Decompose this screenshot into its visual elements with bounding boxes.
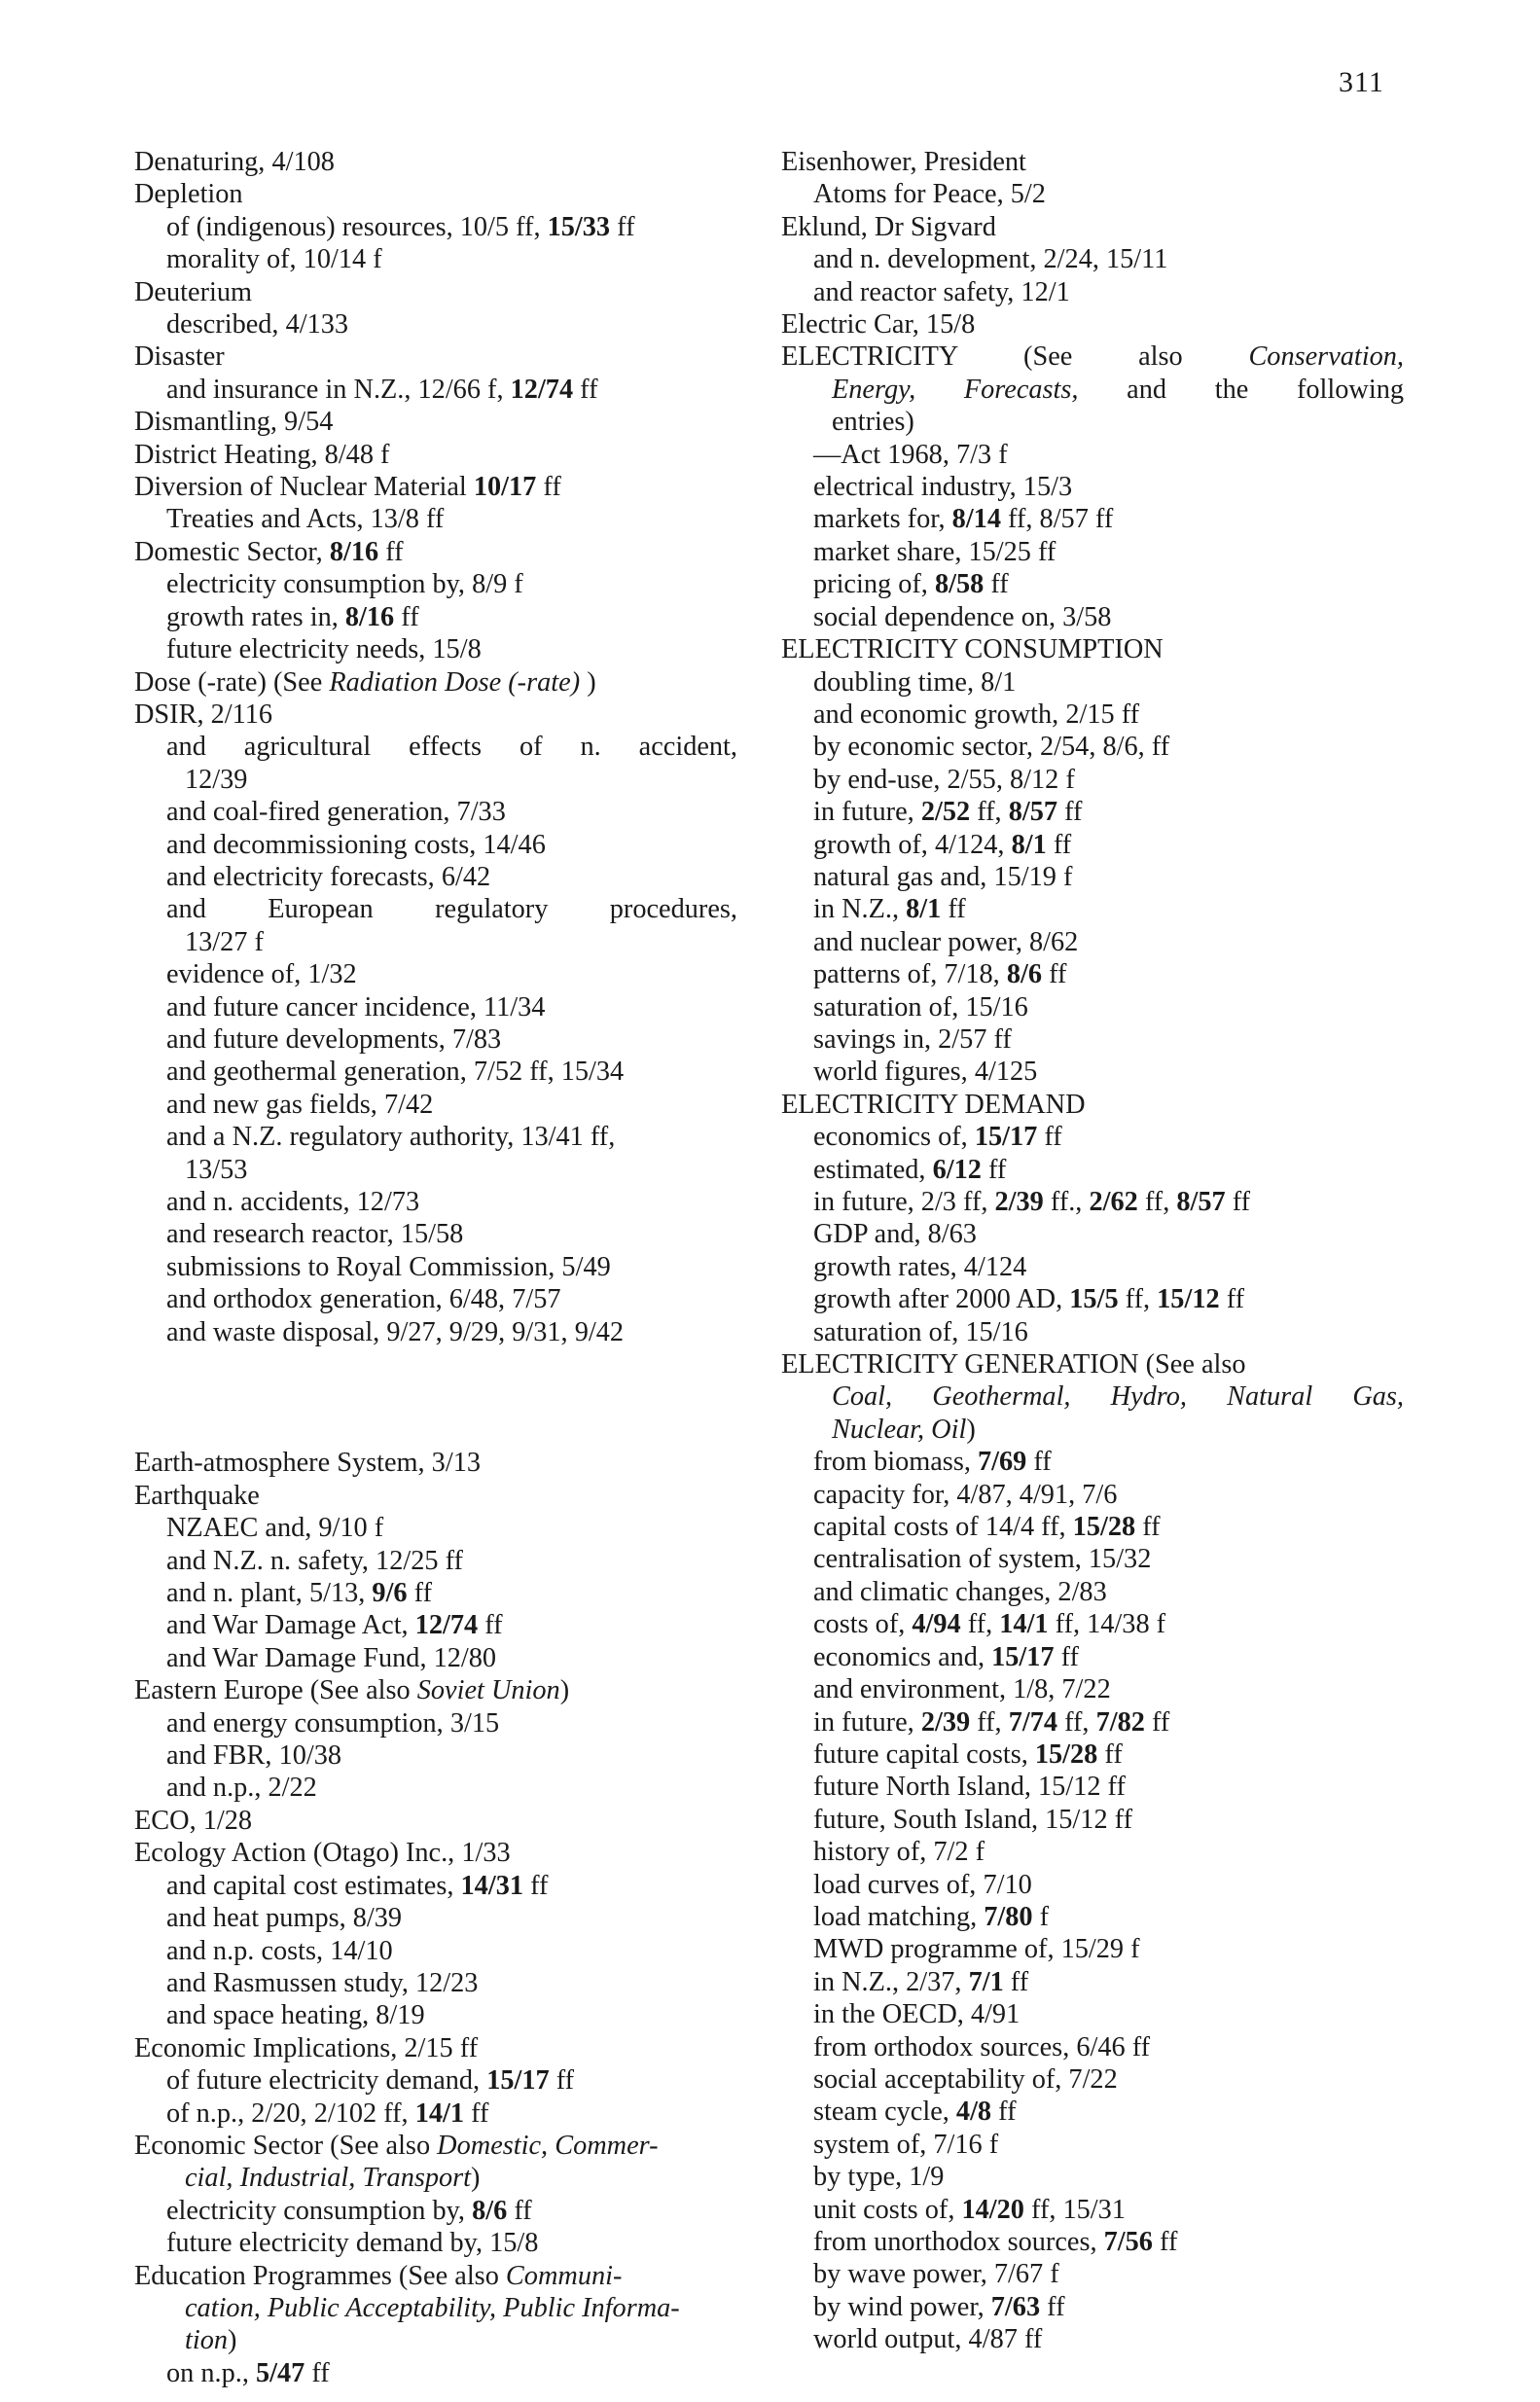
index-subentry: electricity consumption by, 8/9 f (166, 569, 523, 600)
index-heading: Economic Sector (See also Domestic, Commer- (134, 2130, 659, 2161)
index-subentry: Treaties and Acts, 13/8 ff (166, 504, 445, 535)
index-subentry: from biomass, 7/69 ff (813, 1447, 1052, 1478)
index-subentry: and energy consumption, 3/15 (166, 1707, 500, 1739)
index-subentry: future, South Island, 15/12 ff (813, 1804, 1132, 1835)
index-subentry: future North Island, 15/12 ff (813, 1772, 1126, 1803)
index-subentry: savings in, 2/57 ff (813, 1023, 1012, 1055)
index-heading: ELECTRICITY GENERATION (See also (781, 1349, 1246, 1380)
index-subentry: and geothermal generation, 7/52 ff, 15/34 (166, 1057, 625, 1088)
index-subentry: unit costs of, 14/20 ff, 15/31 (813, 2194, 1126, 2225)
index-subentry: and space heating, 8/19 (166, 2000, 425, 2031)
index-heading: Earth-atmosphere System, 3/13 (134, 1448, 481, 1479)
index-heading: Disaster (134, 341, 225, 373)
index-subentry: and capital cost estimates, 14/31 ff (166, 1870, 549, 1901)
index-subentry: growth of, 4/124, 8/1 ff (813, 829, 1072, 860)
index-heading: Depletion (134, 179, 243, 210)
index-subentry: Atoms for Peace, 5/2 (813, 179, 1046, 210)
index-subentry: and agricultural effects of n. accident, (166, 732, 737, 763)
index-subentry: of future electricity demand, 15/17 ff (166, 2065, 575, 2097)
index-subentry: growth after 2000 AD, 15/5 ff, 15/12 ff (813, 1284, 1245, 1315)
index-subentry: and War Damage Fund, 12/80 (166, 1642, 497, 1673)
index-subentry: history of, 7/2 f (813, 1837, 985, 1868)
index-subentry: capital costs of 14/4 ff, 15/28 ff (813, 1512, 1161, 1543)
index-subentry: economics and, 15/17 ff (813, 1641, 1079, 1672)
index-subentry: cial, Industrial, Transport) (185, 2163, 481, 2194)
index-heading: Domestic Sector, 8/16 ff (134, 536, 404, 567)
index-subentry: growth rates, 4/124 (813, 1251, 1027, 1282)
index-heading: Earthquake (134, 1480, 260, 1511)
index-subentry: saturation of, 15/16 (813, 1316, 1028, 1347)
index-subentry: and future developments, 7/83 (166, 1023, 502, 1055)
index-subentry: and nuclear power, 8/62 (813, 926, 1079, 957)
index-subentry: estimated, 6/12 ff (813, 1154, 1007, 1185)
index-subentry: from unorthodox sources, 7/56 ff (813, 2227, 1178, 2257)
index-heading: Dismantling, 9/54 (134, 407, 334, 438)
index-subentry: saturation of, 15/16 (813, 991, 1028, 1022)
index-subentry: future electricity needs, 15/8 (166, 634, 482, 665)
index-subentry: social dependence on, 3/58 (813, 601, 1112, 632)
index-subentry: 13/53 (185, 1154, 248, 1185)
index-heading: Eklund, Dr Sigvard (781, 211, 996, 242)
index-subentry: economics of, 15/17 ff (813, 1122, 1062, 1153)
index-subentry: pricing of, 8/58 ff (813, 569, 1009, 600)
index-subentry: and n.p., 2/22 (166, 1773, 317, 1804)
index-subentry: in N.Z., 2/37, 7/1 ff (813, 1966, 1029, 1997)
index-subentry: and research reactor, 15/58 (166, 1219, 464, 1250)
index-subentry: load curves of, 7/10 (813, 1869, 1032, 1900)
index-subentry: and orthodox generation, 6/48, 7/57 (166, 1284, 561, 1315)
index-subentry: by type, 1/9 (813, 2162, 945, 2193)
page-number: 311 (1339, 66, 1384, 98)
index-subentry: and n. plant, 5/13, 9/6 ff (166, 1578, 433, 1609)
index-subentry: capacity for, 4/87, 4/91, 7/6 (813, 1479, 1118, 1510)
index-subentry: tion) (185, 2325, 237, 2356)
index-subentry: by wave power, 7/67 f (813, 2259, 1059, 2290)
index-column-right (781, 146, 1404, 2356)
index-subentry: described, 4/133 (166, 309, 349, 341)
index-heading: Denaturing, 4/108 (134, 147, 335, 177)
spacer (134, 1348, 737, 1415)
index-subentry: and new gas fields, 7/42 (166, 1089, 434, 1120)
index-subentry: centralisation of system, 15/32 (813, 1544, 1152, 1575)
index-heading: Electric Car, 15/8 (781, 309, 976, 341)
index-subentry: and waste disposal, 9/27, 9/29, 9/31, 9/42 (166, 1316, 625, 1347)
index-subentry: future electricity demand by, 15/8 (166, 2228, 539, 2259)
index-heading: ELECTRICITY DEMAND (781, 1089, 1086, 1120)
index-heading: DSIR, 2/116 (134, 699, 273, 730)
index-subentry: Nuclear, Oil) (832, 1414, 976, 1445)
index-subentry: MWD programme of, 15/29 f (813, 1934, 1140, 1965)
index-subentry: and War Damage Act, 12/74 ff (166, 1610, 503, 1641)
index-subentry: world output, 4/87 ff (813, 2324, 1043, 2355)
index-subentry: doubling time, 8/1 (813, 666, 1017, 698)
index-subentry: markets for, 8/14 ff, 8/57 ff (813, 504, 1114, 535)
index-subentry: GDP and, 8/63 (813, 1219, 977, 1250)
index-subentry: in future, 2/52 ff, 8/57 ff (813, 797, 1083, 828)
index-subentry: and n. accidents, 12/73 (166, 1187, 420, 1217)
index-subentry: in N.Z., 8/1 ff (813, 894, 966, 925)
index-column-left (134, 146, 737, 2389)
index-subentry: by economic sector, 2/54, 8/6, ff (813, 732, 1170, 763)
index-subentry: and reactor safety, 12/1 (813, 276, 1070, 307)
index-subentry: and heat pumps, 8/39 (166, 1903, 403, 1934)
index-subentry: growth rates in, 8/16 ff (166, 601, 419, 632)
index-subentry: in future, 2/39 ff, 7/74 ff, 7/82 ff (813, 1706, 1170, 1738)
index-subentry: evidence of, 1/32 (166, 959, 357, 990)
index-subentry: electricity consumption by, 8/6 ff (166, 2195, 532, 2226)
index-subentry: costs of, 4/94 ff, 14/1 ff, 14/38 f (813, 1609, 1166, 1640)
index-subentry: steam cycle, 4/8 ff (813, 2097, 1017, 2128)
index-subentry: of n.p., 2/20, 2/102 ff, 14/1 ff (166, 2097, 489, 2129)
index-subentry: and electricity forecasts, 6/42 (166, 861, 491, 892)
index-subentry: load matching, 7/80 f (813, 1901, 1050, 1932)
index-subentry: world figures, 4/125 (813, 1057, 1038, 1088)
index-subentry: social acceptability of, 7/22 (813, 2063, 1118, 2095)
index-subentry: natural gas and, 15/19 f (813, 861, 1073, 892)
index-subentry: and n. development, 2/24, 15/11 (813, 244, 1168, 275)
index-subentry: morality of, 10/14 f (166, 244, 382, 275)
index-heading: Eastern Europe (See also Soviet Union) (134, 1675, 570, 1706)
index-subentry: and n.p. costs, 14/10 (166, 1935, 393, 1966)
index-heading: Deuterium (134, 276, 253, 307)
index-subentry: and European regulatory procedures, (166, 894, 737, 925)
index-subentry: market share, 15/25 ff (813, 536, 1057, 567)
index-subentry: and insurance in N.Z., 12/66 f, 12/74 ff (166, 374, 598, 405)
index-subentry: and environment, 1/8, 7/22 (813, 1674, 1111, 1705)
index-subentry: and a N.Z. regulatory authority, 13/41 ff, (166, 1122, 616, 1153)
index-subentry: and economic growth, 2/15 ff (813, 699, 1140, 730)
index-subentry: NZAEC and, 9/10 f (166, 1513, 384, 1544)
index-subentry: and future cancer incidence, 11/34 (166, 991, 546, 1022)
index-subentry: —Act 1968, 7/3 f (813, 439, 1008, 470)
index-heading: ELECTRICITY CONSUMPTION (781, 634, 1164, 665)
index-subentry: patterns of, 7/18, 8/6 ff (813, 959, 1067, 990)
index-subentry: by wind power, 7/63 ff (813, 2291, 1065, 2322)
index-heading: Economic Implications, 2/15 ff (134, 2032, 479, 2063)
index-heading: Eisenhower, President (781, 147, 1026, 177)
index-subentry: and Rasmussen study, 12/23 (166, 1967, 479, 1998)
index-subentry: 13/27 f (185, 926, 264, 957)
index-heading: Education Programmes (See also Communi- (134, 2260, 623, 2291)
spacer (134, 1415, 737, 1447)
index-subentry: in future, 2/3 ff, 2/39 ff., 2/62 ff, 8/57 ff (813, 1187, 1251, 1217)
index-subentry: by end-use, 2/55, 8/12 f (813, 764, 1075, 795)
index-heading: ELECTRICITY (See also Conservation, (781, 341, 1404, 373)
index-subentry: from orthodox sources, 6/46 ff (813, 2031, 1151, 2062)
index-subentry: in the OECD, 4/91 (813, 1999, 1021, 2030)
index-subentry: and climatic changes, 2/83 (813, 1576, 1107, 1607)
index-heading: Dose (-rate) (See Radiation Dose (-rate) ) (134, 666, 596, 698)
index-heading: Diversion of Nuclear Material 10/17 ff (134, 472, 561, 503)
index-heading: Ecology Action (Otago) Inc., 1/33 (134, 1838, 511, 1869)
index-subentry: Coal, Geothermal, Hydro, Natural Gas, (832, 1381, 1404, 1413)
index-subentry: and N.Z. n. safety, 12/25 ff (166, 1545, 463, 1576)
index-subentry: submissions to Royal Commission, 5/49 (166, 1251, 611, 1282)
index-subentry: system of, 7/16 f (813, 2129, 999, 2160)
index-subentry: and decommissioning costs, 14/46 (166, 829, 546, 860)
index-subentry: and FBR, 10/38 (166, 1740, 342, 1772)
index-subentry: 12/39 (185, 764, 248, 795)
index-subentry: future capital costs, 15/28 ff (813, 1739, 1123, 1770)
index-subentry: electrical industry, 15/3 (813, 472, 1073, 503)
index-subentry: entries) (832, 407, 914, 438)
index-subentry: Energy, Forecasts, and the following (832, 374, 1404, 405)
index-heading: ECO, 1/28 (134, 1805, 253, 1836)
index-heading: District Heating, 8/48 f (134, 439, 390, 470)
index-subentry: of (indigenous) resources, 10/5 ff, 15/33 ff (166, 211, 635, 242)
index-subentry: on n.p., 5/47 ff (166, 2357, 330, 2388)
index-subentry: cation, Public Acceptability, Public Informa- (185, 2292, 680, 2323)
index-subentry: and coal-fired generation, 7/33 (166, 797, 506, 828)
